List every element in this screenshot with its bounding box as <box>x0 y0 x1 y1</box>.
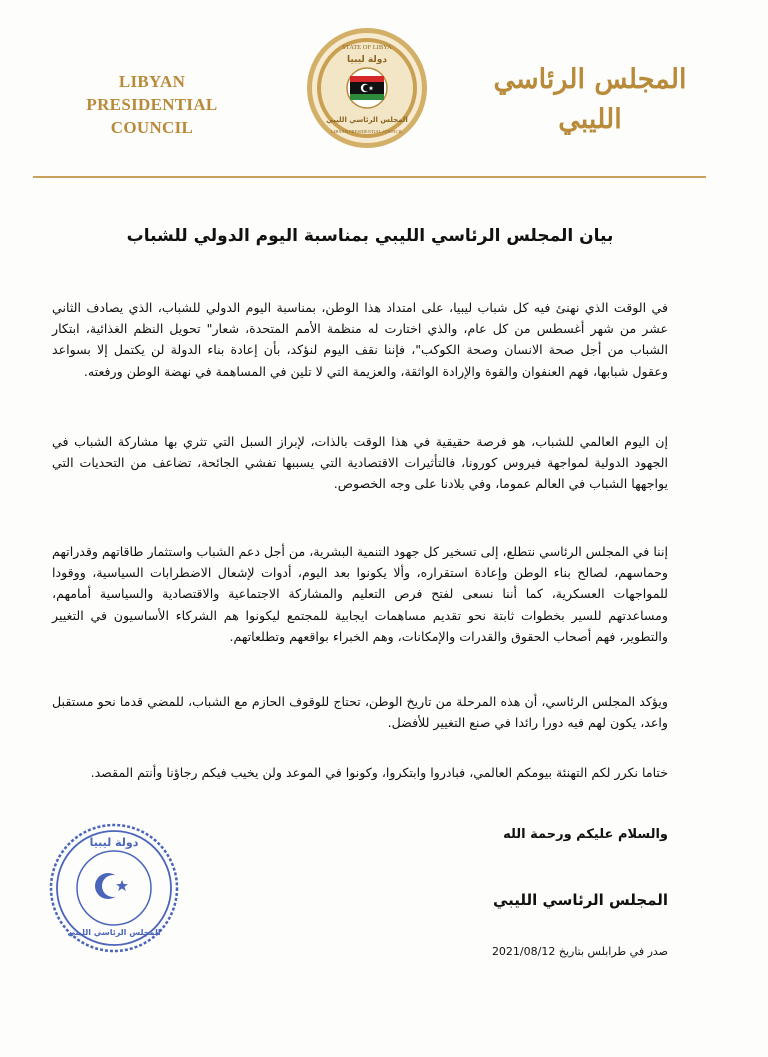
paragraph-3: إننا في المجلس الرئاسي نتطلع، إلى تسخير كل جهود التنمية البشرية، من أجل دعم الشباب واستثمار طاقاتهم وقدراتهم وحماسهم، لصالح بناء الوطن وإعادة استقراره، وألا يكونوا بعد اليوم، أدوات لإشعال الاضطرابات السياسية، ووقودا للمواجهات العسكرية، كما أننا نسعى لفتح فرص التعليم والمشاركة الاجتماعية والاقتصادية والسياسية أمامهم، ومساعدتهم للسير بخطوات ثابتة نحو تقديم مساهمات ايجابية للمجتمع ليكونوا هم الشركاء الأساسيون في التغيير والتطوير، فهم أصحاب الحقوق والقدرات والإمكانات، وهم الخبراء بواقعهم وتطلعاتهم. <box>52 544 668 644</box>
header-divider <box>33 176 706 178</box>
statement-title: بيان المجلس الرئاسي الليبي بمناسبة اليوم الدولي للشباب <box>126 226 614 246</box>
seal-bottom-text: LIBYAN PRESIDENTIAL COUNCIL <box>331 129 403 134</box>
council-seal-logo <box>305 26 429 150</box>
arabic-council-name: المجلس الرئاسي الليبي <box>493 64 687 135</box>
stamp-arabic-bottom: المجلس الرئاسي الليبي <box>67 928 161 937</box>
paragraph-4: ويؤكد المجلس الرئاسي، أن هذه المرحلة من تاريخ الوطن، تحتاج للوقوف الحازم مع الشباب، للمضي قدما نحو مستقبل واعد، يكون لهم فيه دورا رائدا في صنع التغيير للأفضل. <box>52 694 668 731</box>
closing-greeting: والسلام عليكم ورحمة الله <box>503 827 668 842</box>
seal-arabic-bottom: المجلس الرئاسي الليبي <box>326 116 408 124</box>
paragraph-5: ختاما نكرر لكم التهنئة بيومكم العالمي، فبادروا وابتكروا، وكونوا في الموعد ولن يخيب فيكم رجاؤنا وأنتم المقصد. <box>90 765 668 780</box>
seal-arabic-top: دولة ليبيا <box>347 55 387 65</box>
paragraph-2: إن اليوم العالمي للشباب، هو فرصة حقيقية في هذا الوقت بالذات، لإبراز السبل التي تثري بها مشاركة الشباب في الجهود الدولية لمواجهة فيروس كورونا، فالتأثيرات الاقتصادية التي يسببها تفشي الجائحة، تضاعف من التحديات التي يواجهها الشباب في العالم عموما، وفي بلادنا على وجه الخصوص. <box>52 434 668 492</box>
council-stamp <box>48 822 180 954</box>
english-council-name: LIBYAN PRESIDENTIAL COUNCIL <box>86 72 218 137</box>
issue-place-date: صدر في طرابلس بتاريخ 2021/08/12 <box>491 945 668 958</box>
stamp-arabic-top: دولة ليبيا <box>89 836 139 849</box>
signatory-name: المجلس الرئاسي الليبي <box>492 891 668 909</box>
seal-top-text: STATE OF LIBYA <box>342 44 392 51</box>
paragraph-1: في الوقت الذي نهنئ فيه كل شباب ليبيا، على امتداد هذا الوطن، بمناسبة اليوم الدولي للشباب، الذي يصادف الثاني عشر من شهر أغسطس من كل عام، والذي اختارت له منظمة الأمم المتحدة، شعار" تحويل النظم الغذائية، ابتكار الشباب من أجل صحة الانسان وصحة الكوكب"، فإننا نقف اليوم لنؤكد، بأن إعادة بناء الدولة لن يكتمل إلا بسواعد وعقول شبابها، فهم العنفوان والقوة والإرادة الواثقة، والعزيمة التي لا تلين في المساهمة في نهضة الوطن ورفعته. <box>52 300 668 379</box>
